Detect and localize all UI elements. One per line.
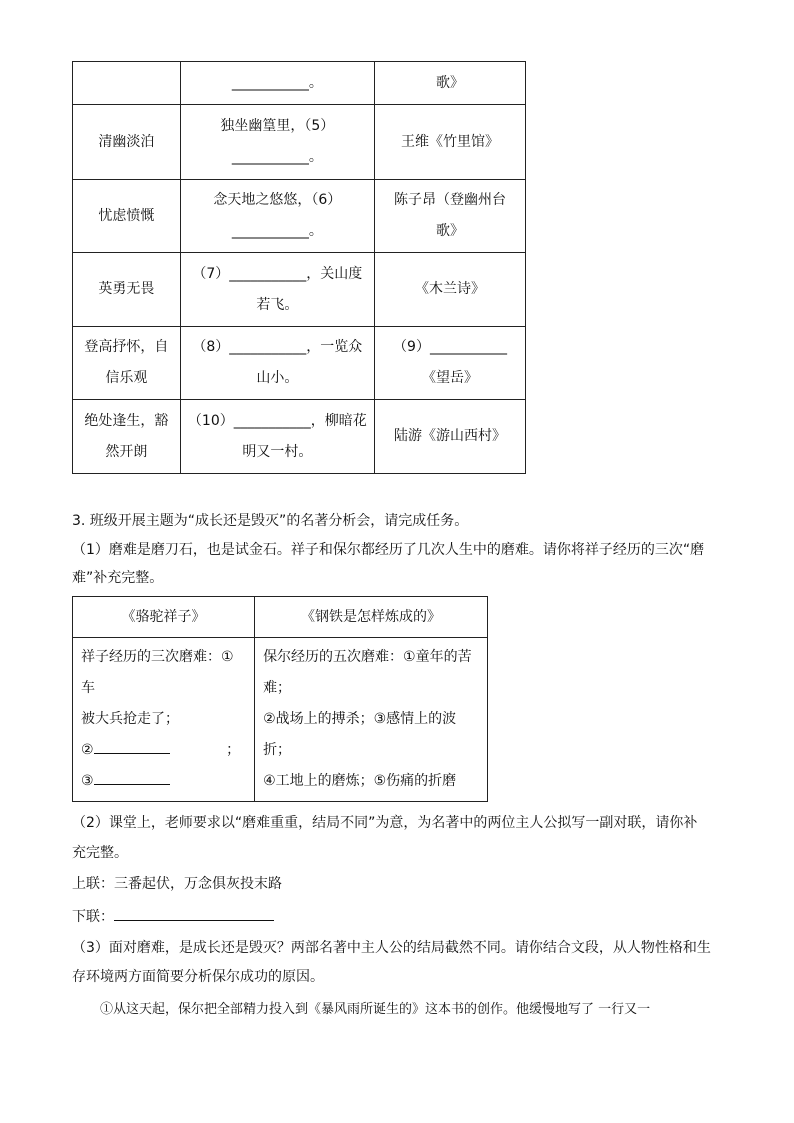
header-steel: 《钢铁是怎样炼成的》: [255, 597, 488, 638]
cell-line: 陈子昂（登幽州台: [393, 192, 506, 208]
pavel-line2: ②战场上的搏杀；③感情上的波折；: [263, 711, 457, 758]
cell-line: （9）___________: [393, 339, 507, 355]
cell-line: 绝处逢生，豁: [84, 412, 169, 429]
cell-line: 《木兰诗》: [414, 281, 485, 297]
poetry-row: [73, 62, 526, 105]
poetry-row: [73, 327, 526, 400]
cell-line: 英勇无畏: [98, 281, 155, 297]
xiangzi-line3: ② ；: [81, 735, 246, 766]
blank-2[interactable]: [94, 738, 170, 754]
cell-line: （10）___________，柳暗花: [187, 412, 367, 429]
header-camel-xiangzi: 《骆驼祥子》: [73, 597, 255, 638]
q3-part3-line2: 存环境两方面简要分析保尔成功的原因。: [72, 969, 324, 985]
theme-cell: [73, 400, 181, 474]
poetry-table: [72, 61, 526, 474]
q3-part3-line1: （3）面对磨难，是成长还是毁灭？两部名著中主人公的结局截然不同。请你结合文段，从人物性格和生: [72, 940, 711, 956]
cell-line: 清幽淡泊: [98, 133, 155, 150]
cell-line: 登高抒怀，自: [84, 339, 169, 355]
cell-line: 山小。: [256, 370, 299, 386]
verse-cell: [180, 253, 374, 327]
cell-line: 歌》: [435, 74, 464, 91]
source-cell: [374, 327, 525, 400]
source-cell: [374, 105, 525, 180]
poetry-row: [73, 400, 526, 474]
cell-line: 忧虑愤慨: [98, 207, 155, 224]
verse-cell: [180, 327, 374, 400]
cell-line: ___________。: [231, 74, 323, 91]
cell-line: ___________。: [231, 223, 323, 239]
q3-part1-line1: （1）磨难是磨刀石，也是试金石。祥子和保尔都经历了几次人生中的磨难。请你将祥子经历的三次“磨: [72, 542, 705, 558]
q3-intro: 3. 班级开展主题为“成长还是毁灭”的名著分析会，请完成任务。: [72, 513, 469, 529]
verse-cell: [180, 62, 374, 105]
couplet-second-line: 下联：: [72, 905, 274, 927]
theme-cell: [73, 253, 181, 327]
cell-line: 王维《竹里馆》: [400, 133, 499, 150]
verse-cell: [180, 400, 374, 474]
poetry-row: [73, 253, 526, 327]
source-cell: [374, 62, 525, 105]
couplet-first-line: 上联：三番起伏，万念俱灰投末路: [72, 876, 282, 892]
theme-cell: [73, 62, 181, 105]
theme-cell: [73, 327, 181, 400]
hardship-table: [72, 596, 488, 802]
cell-line: ___________。: [231, 149, 323, 165]
poetry-row: [73, 180, 526, 253]
cell-line: （8）___________，一览众: [192, 339, 363, 355]
q3-part1-line2: 难”补充完整。: [72, 570, 164, 586]
couplet-blank[interactable]: [114, 905, 274, 921]
source-cell: [374, 400, 525, 474]
cell-line: 若飞。: [256, 296, 299, 313]
blank-3[interactable]: [94, 769, 170, 785]
source-cell: [374, 253, 525, 327]
cell-line: 念天地之悠悠，（6）: [213, 192, 342, 208]
poetry-row: [73, 105, 526, 180]
cell-line: （7）___________，关山度: [192, 265, 363, 282]
cell-line: 陆游《游山西村》: [393, 428, 506, 444]
q3-part2-line2: 充完整。: [72, 845, 128, 861]
theme-cell: [73, 105, 181, 180]
xiangzi-line2: 被大兵抢走了；: [81, 711, 179, 727]
cell-line: 明又一村。: [242, 443, 313, 460]
excerpt-line: ①从这天起，保尔把全部精力投入到《暴风雨所诞生的》这本书的创作。他缓慢地写了 一行又一: [100, 1002, 651, 1017]
q3-part2-line1: （2）课堂上，老师要求以“磨难重重，结局不同”为意，为名著中的两位主人公拟写一副对联，请你补: [72, 815, 698, 831]
theme-cell: [73, 180, 181, 253]
xiangzi-line1: 祥子经历的三次磨难：①车: [81, 649, 234, 696]
xiangzi-hardships-cell: [73, 638, 255, 802]
source-cell: [374, 180, 525, 253]
xiangzi-line4: ③: [81, 766, 246, 797]
cell-line: 歌》: [435, 223, 464, 239]
verse-cell: [180, 105, 374, 180]
cell-line: 信乐观: [105, 370, 148, 386]
cell-line: 独坐幽篁里，（5）: [220, 118, 335, 134]
pavel-line1: 保尔经历的五次磨难：①童年的苦难；: [263, 649, 472, 696]
verse-cell: [180, 180, 374, 253]
pavel-hardships-cell: [255, 638, 488, 802]
pavel-line3: ④工地上的磨炼；⑤伤痛的折磨: [263, 773, 457, 789]
cell-line: 《望岳》: [421, 370, 478, 386]
cell-line: 然开朗: [105, 443, 148, 460]
